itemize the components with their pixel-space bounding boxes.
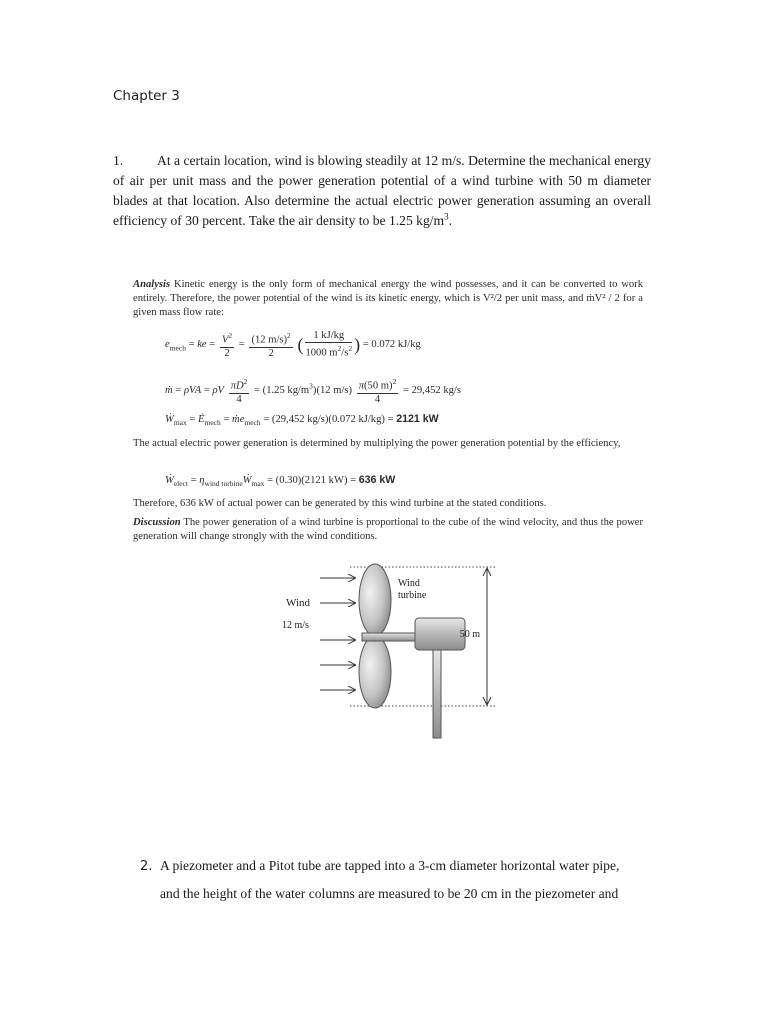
problem-1-text: At a certain location, wind is blowing steadily at 12 m/s. Determine the mechanical energy of air per unit mass and the power generation potential of a wind turbine with 50 m diameter blades at that location. Also determine the actual electric power generation assuming an overall efficiency of 30 percent. Take the air density to be 1.25 kg/m [113,153,651,228]
wmax-expression: = (29,452 kg/s)(0.072 kJ/kg) = [263,414,394,425]
turbine-shaft [362,633,422,641]
speed-label: 12 m/s [282,620,309,631]
analysis-paragraph [133,278,643,320]
analysis-label: Analysis [133,279,171,290]
discussion-text: The power generation of a wind turbine is proportional to the cube of the wind velocity, and thus the power generation will change strongly with the wind conditions. [133,517,643,542]
solution-block [133,278,643,320]
problem-2-line-2: and the height of the water columns are measured to be 20 cm in the piezometer and [160,886,619,901]
equation-emech: $e_{mech}$ = ke = $\frac{V^2}{2}$ = $\frac{(12 m/s)^2}{2}$ ( $\frac{1 kJ/kg}{1000 m^2/s^2}$ ) = 0.072 kJ/kg [165,330,421,359]
lower-blade [359,636,391,708]
conclusion-paragraph: Therefore, 636 kW of actual power can be generated by this wind turbine at the stated conditions. [133,498,547,509]
discussion-label: Discussion [133,517,181,528]
turbine-label-2: turbine [398,590,427,601]
welect-expression: = (0.30)(2121 kW) = [267,475,357,486]
wind-turbine-diagram [270,560,510,745]
mass-flow-result: = 29,452 kg/s [402,385,462,397]
emech-result: = 0.072 kJ/kg [362,339,421,351]
conclusion-block [133,497,643,544]
nacelle [415,618,465,650]
wind-arrows [320,578,355,690]
turbine-label-1: Wind [398,578,420,589]
problem-1 [113,151,651,231]
problem-2-text-1: A piezometer and a Pitot tube are tapped into a 3-cm diameter horizontal water pipe, [160,858,620,873]
efficiency-paragraph-block [133,437,643,451]
tower [433,650,441,738]
analysis-text: Kinetic energy is the only form of mechanical energy the wind possesses, and it can be converted to work entirely. Therefore, the power potential of the wind is its kinetic energy, which is V²/2 per unit mass, and ṁV² / 2 for a given mass flow rate: [133,279,643,318]
efficiency-paragraph: The actual electric power generation is determined by multiplying the power generation potential by the efficiency, [133,438,621,449]
problem-2-number: 2. [140,859,153,874]
problem-1-end: . [448,213,453,228]
problem-2-line-1 [140,852,660,880]
wmax-result: 2121 kW [396,413,439,425]
chapter-heading: Chapter 3 [113,88,180,104]
problem-2 [140,852,660,907]
welect-result: 636 kW [358,474,396,486]
discussion-paragraph [133,516,643,544]
wind-label: Wind [286,597,310,609]
equation-wmax: Ẇ$_{max}$ = $Ė_{mech}$ = ṁe$_{mech}$ = (29,452 kg/s)(0.072 kJ/kg) = 2121 kW [165,413,439,428]
density-exponent: 3 [444,211,449,222]
equation-welect: Ẇ$_{elect}$ = $\eta_{wind turbine}Ẇ_{max} = (0.30)(2121$ kW) = 636 kW [165,474,396,489]
problem-1-number: 1. [113,153,124,168]
equation-mass-flow: ṁ = ρVA = ρV $\frac{\pi D^2}{4}$ = (1.25 $kg/m^3)(12$ m/s) $\frac{\pi(50 m)^2}{4}$ = 29,452 kg/s [165,377,462,405]
upper-blade [359,564,391,636]
diameter-label: 50 m [459,629,480,640]
